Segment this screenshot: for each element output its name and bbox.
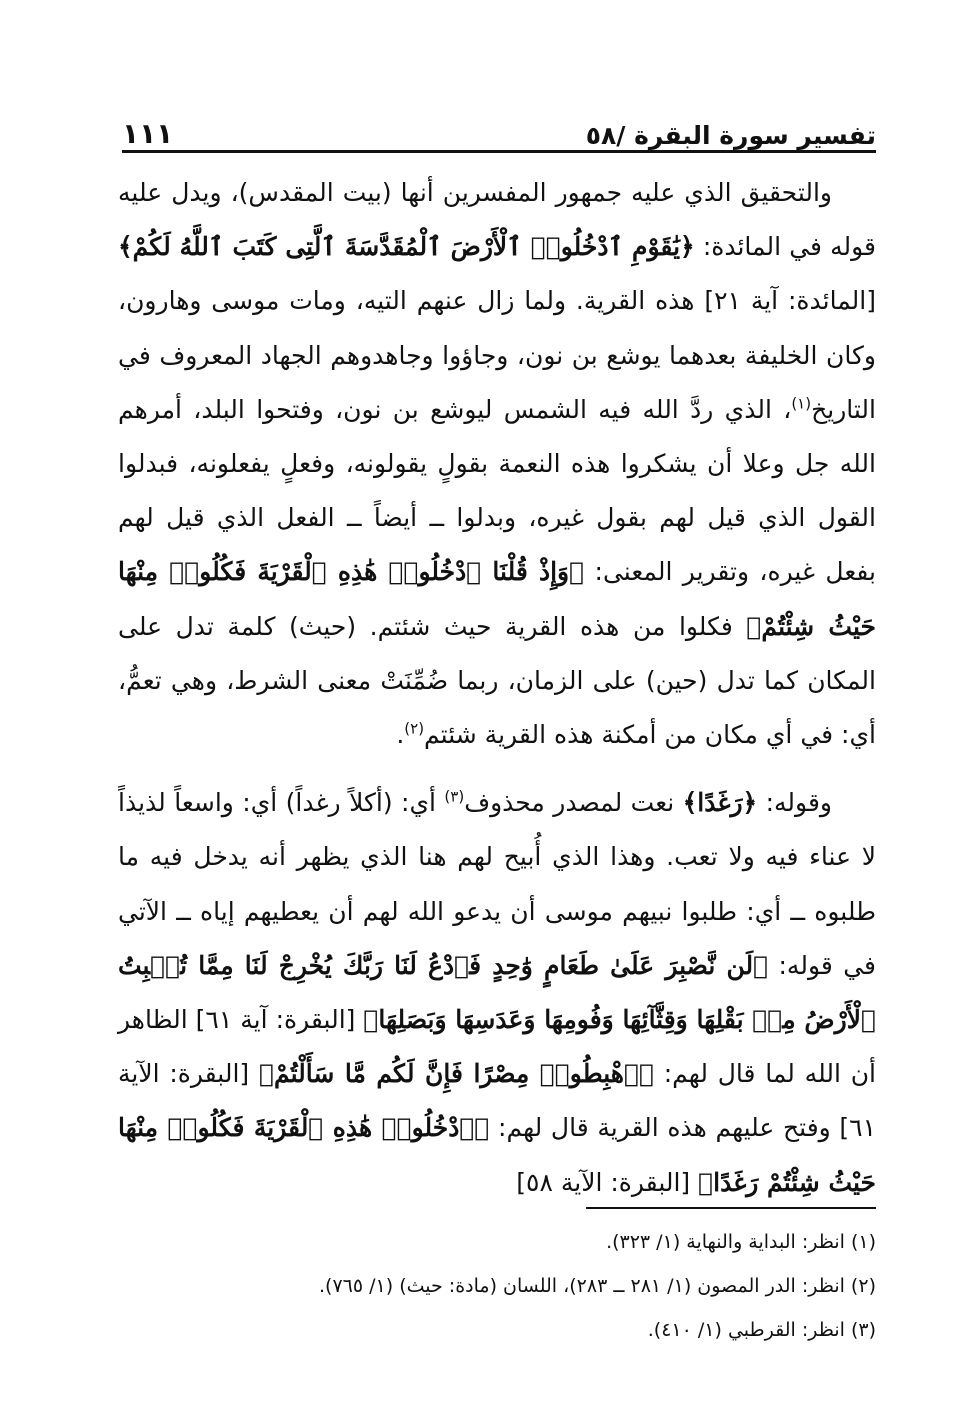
footnote-2: (٢) انظر: الدر المصون (١/ ٢٨١ ــ ٢٨٣)، اللسان (مادة: حيث) (١/ ٧٦٥). [319, 1275, 876, 1297]
text-run: [البقرة: الآية ٦١] وفتح عليهم هذه القرية قال لهم: [118, 1059, 877, 1143]
footnote-ref-1[interactable]: (١) [791, 394, 812, 413]
quran-quote: ﴿لَن نَّصْبِرَ عَلَىٰ طَعَامٍ وَٰحِدٍ فَٱدْعُ لَنَا رَبَّكَ يُخْرِجْ لَنَا مِمَّا تُنۢبِتُ ٱلْأَرْضُ مِنۢ بَقْلِهَا وَقِثَّآئِهَا وَفُومِهَا وَعَدَسِهَا وَبَصَلِهَا﴾ [118, 950, 876, 1035]
text-run: نعت لمصدر محذوف [464, 788, 683, 818]
text-run: أي: (أكلاً رغداً) أي: واسعاً لذيذاً لا عناء فيه ولا تعب. وهذا الذي أُبيح لهم هنا الذي يظهر أنه يدخل فيه ما طلبوه ــ أي: طلبوا نبيهم موسى أن يدعو الله لهم أن يعطيهم إياه ــ الآتي في قوله: [118, 788, 876, 980]
quran-quote: ﴿وَإِذْ قُلْنَا ٱدْخُلُوا۟ هَٰذِهِ ٱلْقَرْيَةَ فَكُلُوا۟ مِنْهَا حَيْثُ شِئْتُمْ﴾ [118, 557, 876, 641]
page-number: ١١١ [122, 117, 174, 150]
paragraph-1 [118, 166, 876, 762]
paragraph-2 [118, 776, 876, 1210]
text-run: ، الذي ردَّ الله فيه الشمس ليوشع بن نون، وفتحوا البلد، أمرهم الله جل وعلا أن يشكروا هذه النعمة بقولٍ يقولونه، وفعلٍ يفعلونه، فبدلوا القول الذي قيل لهم بقول غيره، وبدلوا ــ أيضاً ــ الفعل الذي قيل لهم بفعل غيره، وتقرير المعنى: [118, 394, 876, 587]
text-run: [المائدة: آية ٢١] هذه القرية. ولما زال عنهم التيه، ومات موسى وهارون، وكان الخليفة بعدهما يوشع بن نون، وجاؤوا وجاهدوهم الجهاد المعروف في التاريخ [118, 286, 876, 424]
footnote-ref-2[interactable]: (٢) [404, 719, 425, 738]
text-run: فكلوا من هذه القرية حيث شئتم. (حيث) كلمة تدل على المكان كما تدل (حين) على الزمان، ربما ضُمِّنَتْ معنى الشرط، وهي تعمُّ، أي: في أي مكان من أمكنة هذه القرية شئتم [118, 611, 876, 750]
footnote-3: (٣) انظر: القرطبي (١/ ٤١٠). [647, 1319, 876, 1341]
text-run: [البقرة: آية ٦١] الظاهر أن الله لما قال لهم: [118, 1005, 877, 1089]
quran-quote: ﴿رَغَدًا﴾ [682, 788, 758, 818]
text-run: وقوله: [757, 788, 832, 818]
footnote-1: (١) انظر: البداية والنهاية (١/ ٣٢٣). [606, 1231, 876, 1253]
footnote-separator [586, 1207, 876, 1209]
text-run: [البقرة: الآية ٥٨] [516, 1167, 699, 1197]
main-text [118, 166, 876, 1210]
header-rule [122, 150, 876, 153]
running-header [122, 96, 876, 150]
quran-quote: ﴿ٱدْخُلُوا۟ هَٰذِهِ ٱلْقَرْيَةَ فَكُلُوا۟ مِنْهَا حَيْثُ شِئْتُمْ رَغَدًا﴾ [118, 1113, 876, 1197]
text-run: والتحقيق الذي عليه جمهور المفسرين أنها (بيت المقدس)، ويدل عليه قوله في المائدة: [118, 178, 877, 262]
quran-quote: ﴿ٱهْبِطُوا۟ مِصْرًا فَإِنَّ لَكُم مَّا سَأَلْتُمْ﴾ [258, 1059, 654, 1089]
footnotes [118, 1220, 876, 1352]
quran-quote: ﴿يَٰقَوْمِ ٱدْخُلُوا۟ ٱلْأَرْضَ ٱلْمُقَدَّسَةَ ٱلَّتِى كَتَبَ ٱللَّهُ لَكُمْ﴾ [118, 232, 695, 262]
text-run: . [396, 720, 405, 750]
footnote-ref-3[interactable]: (٣) [444, 787, 465, 806]
header-title: تفسير سورة البقرة /٥٨ [585, 121, 876, 150]
